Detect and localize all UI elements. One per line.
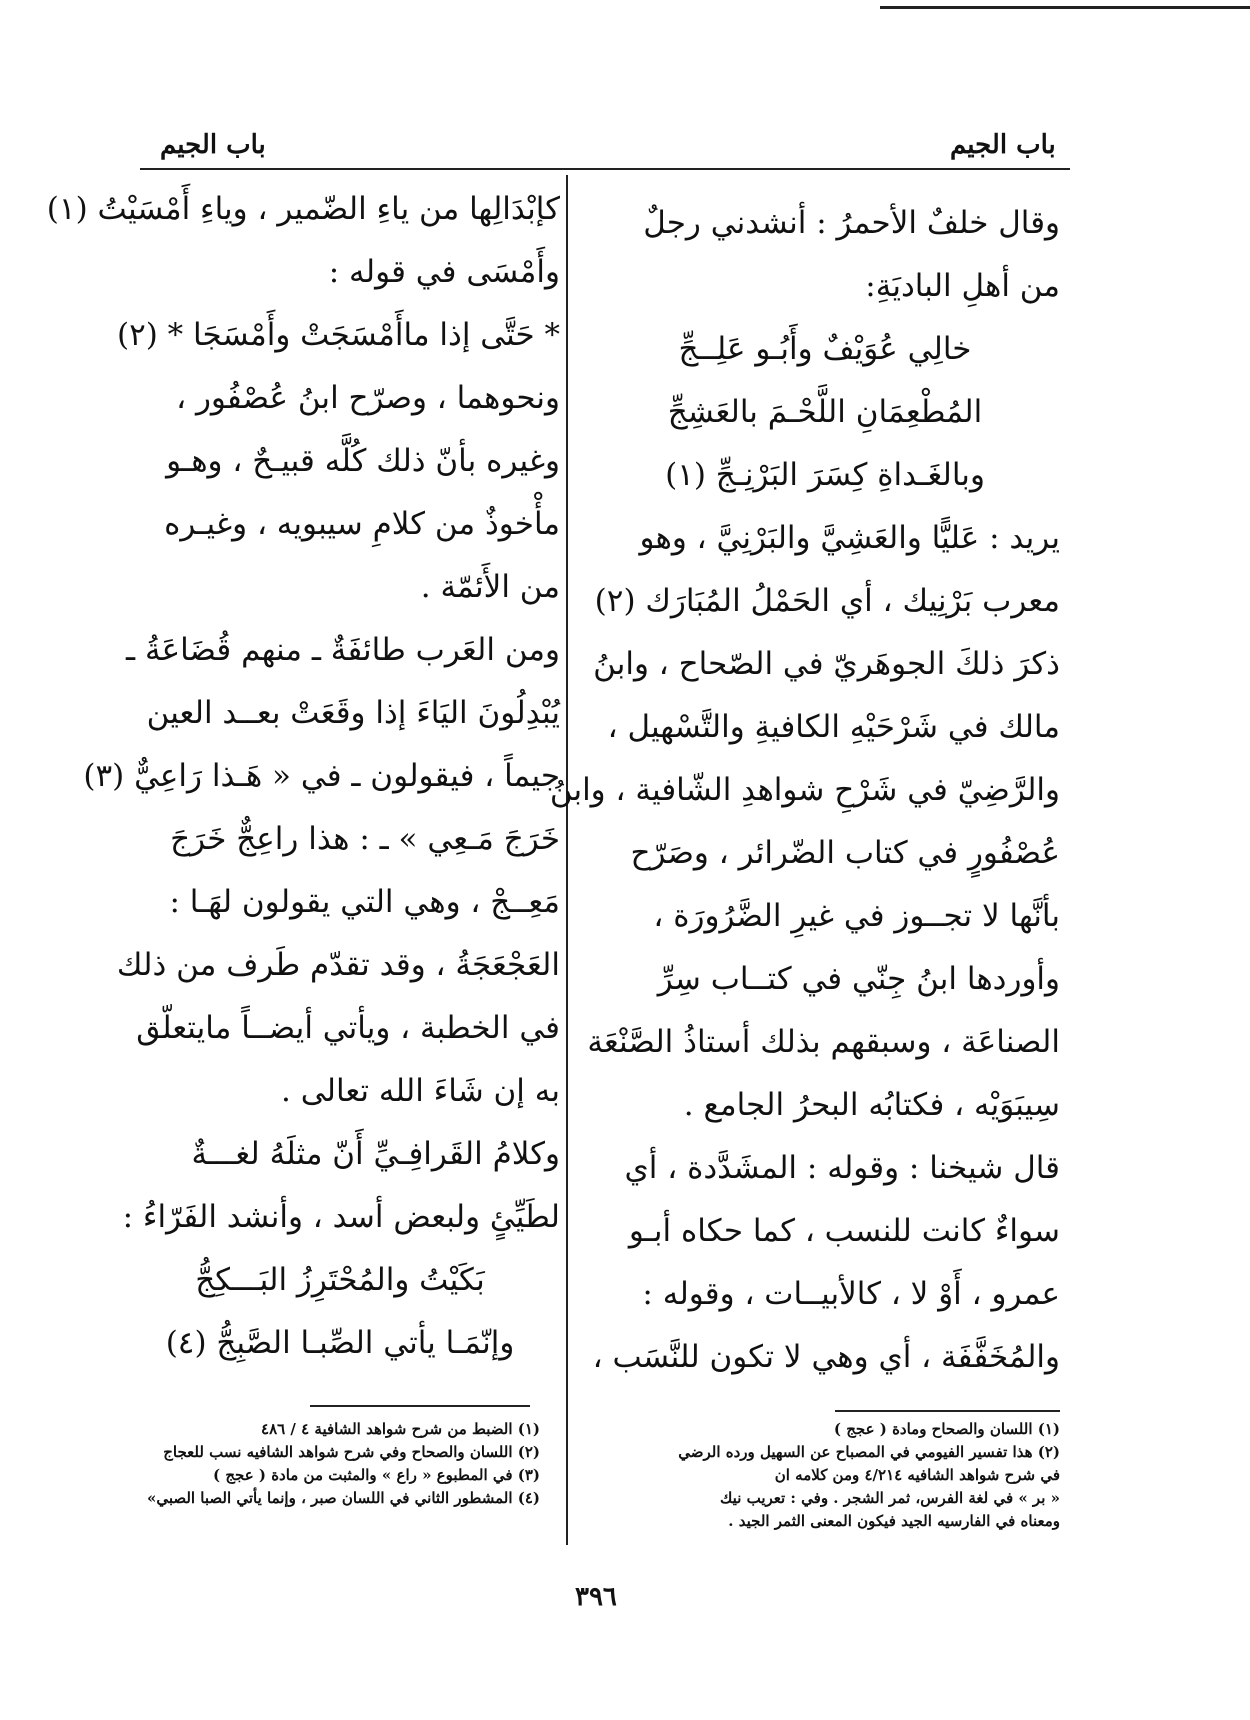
text-line: ومن العَرب طائفَةٌ ـ منهم قُضَاعَةُ ـ: [126, 632, 560, 668]
page-number: ٣٩٦: [575, 1582, 617, 1612]
footnote-line: في شرح شواهد الشافيه ٤/٢١٤ ومن كلامه ان: [774, 1466, 1060, 1484]
text-line: قال شيخنا : وقوله : المشَدَّدة ، أي: [624, 1150, 1060, 1186]
footnote-line: ومعناه في الفارسيه الجيد فيكون المعنى الثمر الجيد .: [728, 1512, 1060, 1530]
text-line: من أهلِ الباديَةِ:: [865, 268, 1060, 304]
header-rule: [140, 168, 1070, 170]
text-line: لطَيِّئٍ ولبعض أسد ، وأنشد الفَرّاءُ :: [122, 1199, 560, 1235]
footnote-line: (١) الضبط من شرح شواهد الشافية ٤ / ٤٨٦: [261, 1420, 540, 1438]
text-line: وقال خلفٌ الأحمرُ : أنشدني رجلٌ: [643, 205, 1060, 241]
text-line: خَرَجَ مَـعِي » ـ : هذا راعِجٌّ خَرَجَ: [170, 821, 560, 857]
footnotes-right: [590, 1418, 1060, 1533]
footnote-rule-left: [310, 1405, 530, 1407]
verse-line: وإنّمَـا يأتي الصِّبـا الصَّبِجُّ (٤): [165, 1325, 515, 1361]
footnote-line: (٤) المشطور الثاني في اللسان صبر ، وإنما يأتي الصبا الصبي»: [146, 1489, 540, 1507]
text-line: مأْخوذٌ من كلامِ سيبويه ، وغيـره: [164, 506, 560, 542]
text-line: والمُخَفَّفَة ، أي وهي لا تكون للنَّسَب ،: [592, 1339, 1060, 1375]
verse-line: وبالغَـداةِ كِسَرَ البَرْنِـجِّ (١): [665, 457, 985, 493]
text-line: والرَّضِيّ في شَرْحِ شواهدِ الشّافية ، وابنُ: [549, 772, 1060, 808]
footnote-line: (١) اللسان والصحاح ومادة ( عجج ): [833, 1420, 1060, 1438]
verse-line: المُطْعِمَانِ اللَّحْـمَ بالعَشِجِّ: [667, 394, 983, 430]
text-line: عُصْفُورٍ في كتاب الضّرائر ، وصَرّح: [630, 835, 1060, 871]
footnote-line: (٢) هذا تفسير الفيومي في المصباح عن السهيل ورده الرضي: [678, 1443, 1060, 1461]
text-line: يريد : عَليًّا والعَشِيَّ والبَرْنِيَّ ، وهو: [639, 520, 1060, 556]
footnote-line: « بر » في لغة الفرس، ثمر الشجر . وفي : تعريب نيك: [720, 1489, 1060, 1507]
footnote-line: (٣) في المطبوع « راع » والمثبت من مادة ( عجج ): [213, 1466, 540, 1484]
text-line: معرب بَرْنِيك ، أي الحَمْلُ المُبَارَك (٢): [594, 583, 1060, 619]
text-line: وأَمْسَى في قوله :: [328, 254, 560, 290]
text-line: ونحوهما ، وصرّح ابنُ عُصْفُور ،: [176, 380, 560, 416]
verse-line: * حَتَّى إذا ماأَمْسَجَتْ وأَمْسَجَا * (٢): [116, 317, 560, 353]
right-text-column: [549, 192, 1060, 1389]
verse-line: خالِي عُوَيْفٌ وأَبُـو عَلِــجِّ: [678, 331, 972, 367]
text-line: مَعِــجْ ، وهي التي يقولون لهَـا :: [169, 884, 560, 920]
verse-line: بَكَيْتُ والمُحْتَرِزُ البَـــكِجُّ: [195, 1262, 485, 1298]
text-line: سواءٌ كانت للنسب ، كما حكاه أبـو: [628, 1213, 1060, 1249]
text-line: وأوردها ابنُ جِنّي في كتــاب سِرِّ: [657, 961, 1060, 997]
text-line: الصناعَة ، وسبقهم بذلك أستاذُ الصَّنْعَة: [587, 1024, 1060, 1060]
text-line: من الأَئمّة .: [420, 569, 560, 605]
top-edge-rule: [880, 6, 1250, 9]
footnote-line: (٢) اللسان والصحاح وفي شرح شواهد الشافيه نسب للعجاج: [163, 1443, 540, 1461]
running-header-right: باب الجيم: [950, 130, 1056, 160]
footnotes-left: [120, 1418, 540, 1510]
text-line: يُبْدِلُونَ اليَاءَ إذا وقَعَتْ بعــد العين: [146, 695, 560, 731]
text-line: العَجْعَجَةُ ، وقد تقدّم طَرف من ذلك: [116, 947, 560, 983]
text-line: في الخطبة ، ويأتي أيضــاً مايتعلّق: [136, 1010, 560, 1046]
footnote-rule-right: [835, 1410, 1060, 1412]
text-line: بأنَّها لا تجــوز في غيرِ الضَّرُورَة ،: [653, 898, 1060, 934]
text-line: جيماً ، فيقولون ـ في « هَـذا رَاعِيٌّ (٣): [83, 758, 560, 794]
column-divider: [566, 175, 568, 1545]
text-line: به إن شَاءَ الله تعالى .: [281, 1073, 560, 1109]
left-text-column: [46, 178, 560, 1375]
text-line: مالك في شَرْحَيْهِ الكافيةِ والتَّسْهيل ،: [607, 709, 1060, 745]
text-line: عمرو ، أَوْ لا ، كالأبيــات ، وقوله :: [642, 1276, 1060, 1312]
text-line: سِيبَوَيْه ، فكتابُه البحرُ الجامع .: [683, 1087, 1060, 1123]
running-header-left: باب الجيم: [160, 130, 266, 160]
text-line: وغيره بأنّ ذلك كُلَّه قبيـحٌ ، وهـو: [166, 443, 560, 479]
text-line: ذكرَ ذلكَ الجوهَريّ في الصّحاح ، وابنُ: [593, 646, 1060, 682]
text-line: وكلامُ القَرافِـيِّ أَنّ مثلَهُ لغـــةٌ: [191, 1136, 560, 1172]
text-line: كإبْدَالِها من ياءِ الضّمير ، وياءِ أَمْسَيْتُ (١): [46, 191, 560, 227]
